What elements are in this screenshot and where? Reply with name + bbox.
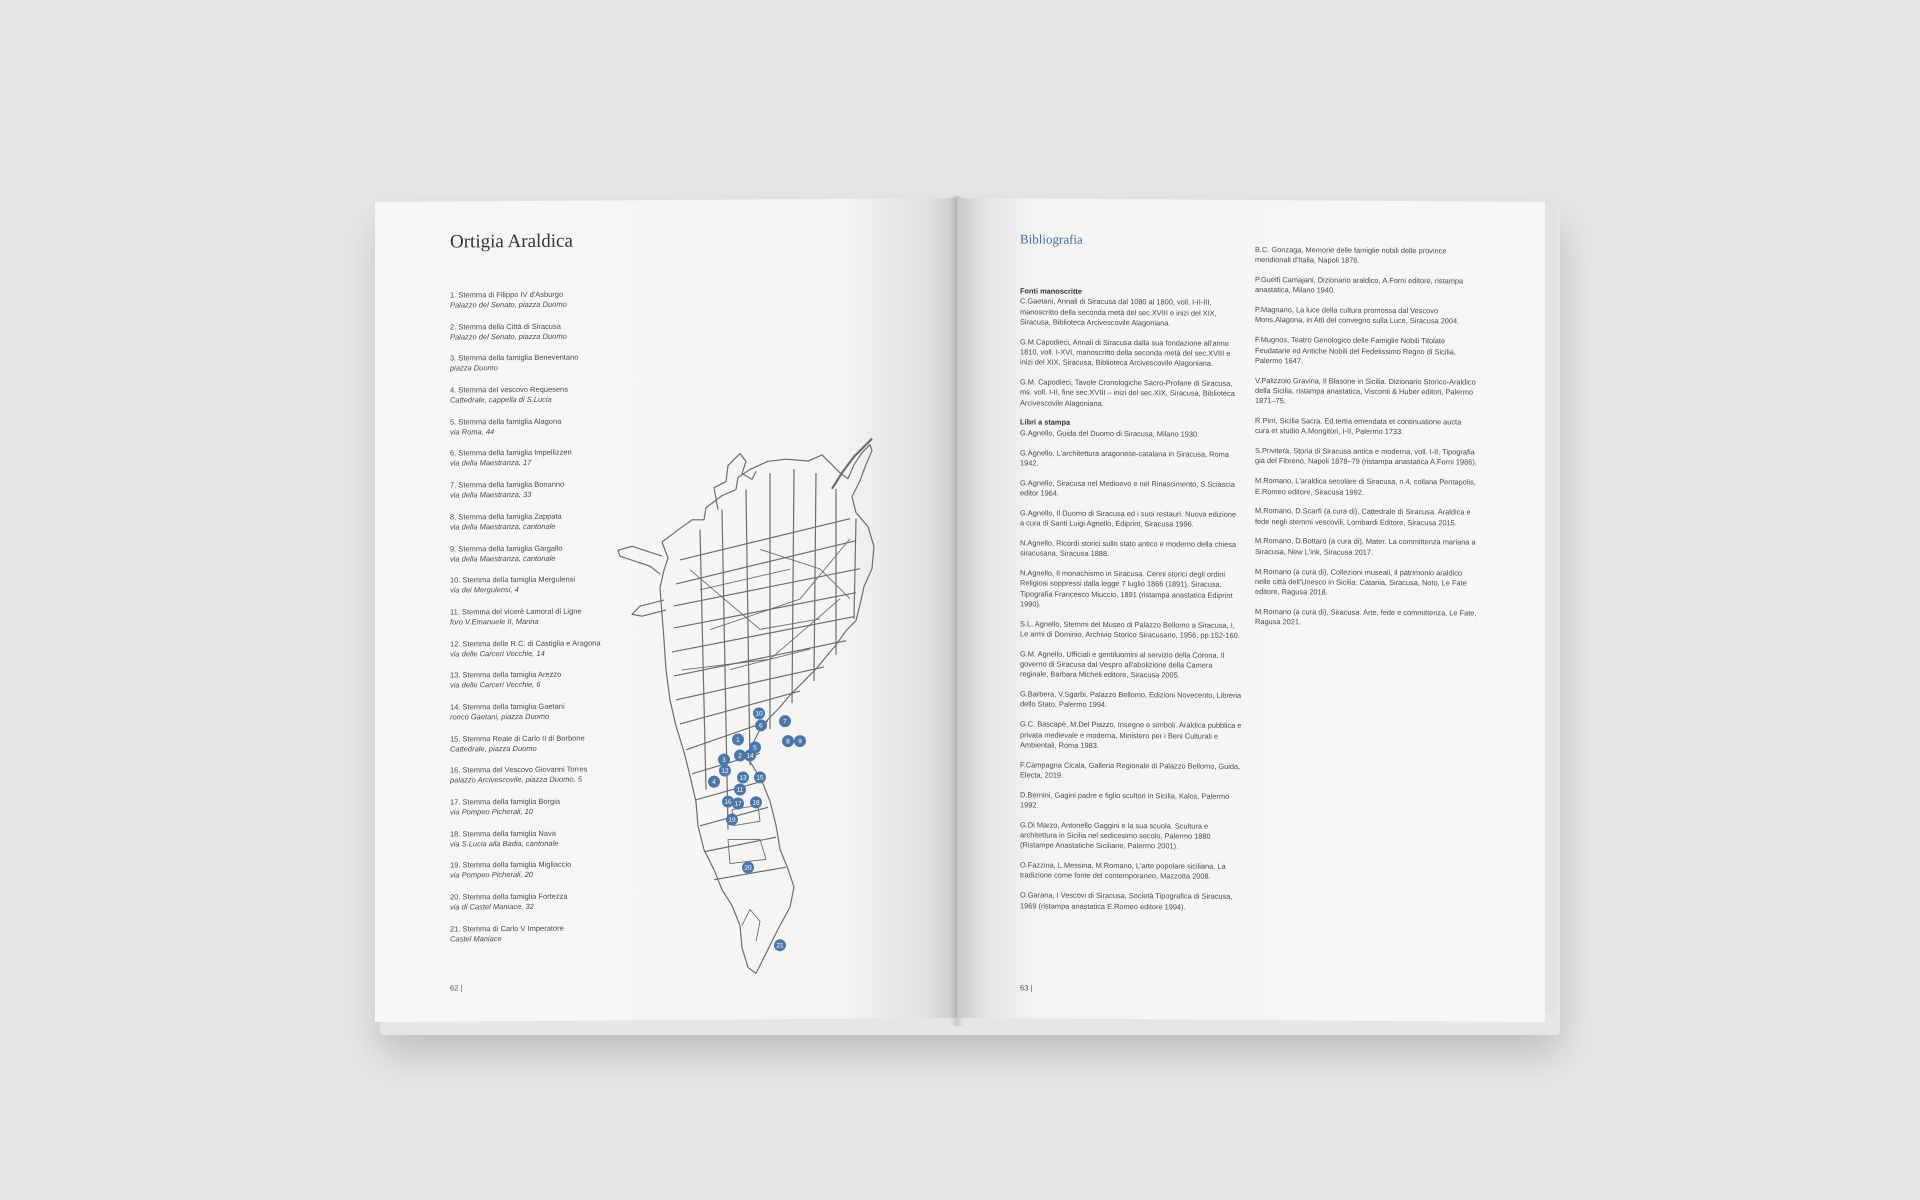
stemma-location: via di Castel Maniace, 32	[450, 901, 534, 912]
bibliography-text: D.Bernini, Gagini padre e figlio scultori in Sicilia, Kalos, Palermo 1992.	[1020, 790, 1230, 810]
page-stack-edge	[1543, 205, 1557, 1013]
bibliography-entry	[1020, 649, 1242, 681]
map-marker	[753, 707, 765, 719]
stemma-list-item	[450, 479, 620, 512]
bibliography-text: P.Guelfi Camajani, Dizionario araldico, A.Forni editore, ristampa anastatica, Milano 1940.	[1255, 275, 1464, 295]
stemma-list-item	[450, 416, 620, 449]
map-marker-label: 17	[734, 800, 742, 808]
stemma-location: via della Maestranza, 33	[450, 490, 532, 500]
stemma-name: 1. Stemma di Filippo IV d'Asburgo	[450, 289, 564, 300]
bibliography-entry	[1255, 335, 1477, 367]
stemma-location: Cattedrale, piazza Duomo	[450, 743, 537, 754]
stemma-name: 15. Stemma Reale di Carlo II di Borbone	[450, 733, 585, 744]
bibliography-entry	[1020, 619, 1242, 641]
map-marker	[774, 939, 786, 951]
stemma-name: 5. Stemma della famiglia Alagona	[450, 416, 562, 427]
stemma-location: via Roma, 44	[450, 426, 495, 437]
map-marker	[737, 771, 749, 783]
bibliography-text: F.Campagna Cicala, Galleria Regionale di Palazzo Bellomo, Guida, Electa, 2019.	[1020, 759, 1241, 780]
bibliography-text: M.Romano, L'araldica secolare di Siracusa, n.4, collana Pentapolis, E.Romeo editore, Siracusa 1992.	[1255, 476, 1476, 497]
bibliography-subheading: Libri a stampa	[1020, 417, 1071, 428]
stemma-name: 21. Stemma di Carlo V Imperatore	[450, 923, 564, 934]
map-marker	[754, 771, 766, 783]
stemma-location: piazza Duomo	[450, 363, 498, 373]
stemma-location: via della Maestranza, 17	[450, 458, 532, 468]
bibliography-text: G.Barbera, V.Sgarbi, Palazzo Bellomo, Edizioni Novecento, Libreria dello Stato, Palermo 1994.	[1020, 689, 1242, 710]
bibliography-entry	[1020, 891, 1242, 913]
stemma-name: 12. Stemma delle R.C. di Castiglia e Aragona	[450, 638, 601, 649]
bibliography-entry	[1020, 689, 1242, 711]
left-page	[375, 198, 960, 1022]
bibliography-entry	[1020, 861, 1242, 883]
bibliography-text: M.Romano (a cura di), Collezioni museali, il patrimonio araldico nelle città dell'Unesco in Sicilia: Catania, Siracusa, Noto, Le Fate editore, Ragusa 2018.	[1255, 566, 1467, 597]
stemma-location: Palazzo del Senato, piazza Duomo	[450, 331, 567, 342]
map-marker	[779, 715, 791, 727]
stemma-location: via S.Lucia alla Badia, cantonale	[450, 838, 559, 849]
stemma-location: via Pompeo Picherali, 20	[450, 870, 533, 880]
bibliography-text: V.Palizzolo Gravina, Il Blasone in Sicilia. Dizionario Storico-Araldico della Sicilia, ristampa anastatica, Visconti & Huber editori, Palermo 1871–75.	[1255, 375, 1476, 406]
map-marker	[718, 754, 730, 766]
stemma-list-item	[450, 765, 620, 798]
stemma-name: 18. Stemma della famiglia Nava	[450, 828, 556, 839]
stemma-list-item	[450, 543, 620, 576]
stemma-list-item	[450, 353, 620, 386]
bibliography-text: G.M. Capodieci, Tavole Cronologiche Sacro-Profane di Siracusa, ms. voll. I-II, fine sec.XVIII – inizi del sec.XIX, Siracusa, Biblioteca Arcivescovile Alagoniana.	[1020, 377, 1235, 408]
bibliography-column-1	[1020, 286, 1242, 922]
map-marker	[734, 783, 746, 795]
map-marker	[732, 733, 744, 745]
bibliography-text: N.Agnello, Ricordi storici sullo stato antico e moderno della chiesa siracusana, Siracusa 1888.	[1020, 538, 1237, 559]
bibliography-text: N.Agnello, Il monachismo in Siracusa. Cenni storici degli ordini Religiosi soppressi dalla legge 7 luglio 1866 (1891), Siracusa, Tipografia Francesco Miuccio, 1891 (ristampa anastatica Ediprint 1990).	[1020, 568, 1233, 609]
stemma-name: 3. Stemma della famiglia Beneventano	[450, 352, 579, 363]
map-marker-label: 10	[755, 710, 763, 718]
bibliography-text: S.L. Agnello, Stemmi del Museo di Palazzo Bellomo a Siracusa, I, Le armi di Dominio, Archivio Storico Siracusano, 1956, pp.152-160.	[1020, 619, 1240, 640]
map-marker	[726, 814, 738, 826]
bibliography-entry	[1255, 376, 1477, 408]
bibliography-text: G.Agnello, Guida del Duomo di Siracusa, Milano 1930.	[1020, 428, 1200, 439]
stemma-name: 14. Stemma della famiglia Gaetani	[450, 701, 565, 712]
stemma-list-item	[450, 733, 620, 766]
stemma-list-item	[450, 289, 620, 322]
stemma-list-item	[450, 860, 620, 893]
stemma-list-item	[450, 670, 620, 703]
bibliography-entry	[1020, 286, 1242, 329]
stemma-location: ronco Gaetani, piazza Duomo	[450, 711, 550, 722]
bibliography-entry	[1020, 418, 1242, 440]
bibliography-entry	[1255, 416, 1477, 438]
bibliography-entry	[1020, 508, 1242, 530]
map-marker	[708, 776, 720, 788]
stemma-name: 17. Stemma della famiglia Borgia	[450, 796, 561, 807]
stemma-name: 6. Stemma della famiglia Impellizzeri	[450, 448, 572, 458]
stemma-location: via della Maestranza, cantonale	[450, 553, 556, 564]
map-marker-label: 16	[724, 798, 732, 806]
stemma-name: 20. Stemma della famiglia Fortezza	[450, 891, 568, 902]
bibliography-text: M.Romano, D.Bottaro (a cura di), Mater. La committenza mariana a Siracusa, New L'ink, Siracusa 2017.	[1255, 536, 1476, 557]
map-marker	[782, 735, 794, 747]
stemma-location: palazzo Arcivescovile, piazza Duomo, 5	[450, 774, 582, 785]
stemma-location: Cattedrale, cappella di S.Lucia	[450, 394, 552, 405]
stemma-name: 13. Stemma della famiglia Arezzo	[450, 669, 562, 680]
bibliography-entry	[1255, 567, 1477, 599]
map-marker-label: 13	[739, 774, 747, 782]
map-marker-label: 2	[738, 752, 742, 760]
bibliography-entry	[1020, 760, 1242, 782]
bibliography-entry	[1255, 607, 1477, 629]
stemma-name: 8. Stemma della famiglia Zappata	[450, 511, 562, 522]
map-marker-label: 14	[746, 752, 754, 760]
map-marker-label: 11	[736, 786, 744, 794]
bibliography-text: C.Gaetani, Annali di Siracusa dal 1080 al 1800, voll. I-II-III, manoscritto della seconda metà del sec.XVIII e inizi del XIX, Siracusa, Biblioteca Arcivescovile Alagoniana.	[1020, 296, 1217, 328]
right-page	[957, 198, 1545, 1022]
stemma-name: 11. Stemma del viceré Lamoral di Ligne	[450, 606, 582, 617]
bibliography-entry	[1020, 790, 1242, 812]
bibliography-text: B.C. Gonzaga, Memorie delle famiglie nobili delle province meridionali d'Italia, Napoli 1876.	[1255, 245, 1447, 266]
stemma-list-item	[450, 606, 620, 639]
stemma-list-item	[450, 638, 620, 671]
stemma-name: 19. Stemma della famiglia Migliaccio	[450, 860, 572, 870]
stemma-list-item	[450, 384, 620, 417]
bibliography-text: G.Agnello, Il Duomo di Siracusa ed i suoi restauri. Nuova edizione a cura di Santi Luigi Agnello, Ediprint, Siracusa 1996.	[1020, 508, 1237, 529]
stemma-location: foro V.Emanuele II, Marina	[450, 616, 539, 627]
map-marker-label: 19	[728, 816, 736, 824]
stemma-location: via delle Carceri Vecchie, 6	[450, 680, 541, 690]
bibliography-entry	[1020, 448, 1242, 470]
bibliography-text: F.Mugnos, Teatro Genologico delle Famiglie Nobili Titolate Feudatarie ed Antiche Nobili del Fedelissimo Regno di Sicilia, Palermo 1647.	[1255, 335, 1456, 366]
stemma-location: via delle Carceri Vecchie, 14	[450, 648, 545, 659]
bibliography-text: O.Garana, I Vescovi di Siracusa, Società Tipografica di Siracusa, 1969 (ristampa anastatica E.Romeo editore 1994).	[1020, 890, 1233, 912]
bibliography-entry	[1255, 476, 1477, 498]
stemma-name: 2. Stemma della Città di Siracusa	[450, 321, 561, 332]
stemma-list-item	[450, 923, 620, 956]
stemma-list-item	[450, 828, 620, 861]
stemma-name: 10. Stemma della famiglia Mergulensi	[450, 574, 576, 585]
bibliography-subheading: Fonti manoscritte	[1020, 286, 1083, 296]
map-marker-label: 7	[783, 718, 787, 726]
map-marker-label: 12	[721, 767, 729, 775]
map-marker-label: 1	[736, 736, 740, 744]
map-marker-label: 15	[756, 774, 764, 782]
bibliography-text: G.M.Capodieci, Annali di Siracusa dalla sua fondazione all'anno 1810, voll. I-XVI, manoscritto della seconda metà del sec.XVIII e inizi del XIX, Siracusa, Biblioteca Arcivescovile Alagoniana.	[1020, 337, 1231, 369]
map-marker	[794, 735, 806, 747]
stemma-name: 4. Stemma del vescovo Requesens	[450, 384, 568, 395]
map-marker-label: 18	[752, 799, 760, 807]
map-marker-label: 9	[798, 738, 802, 746]
island-outline	[660, 445, 874, 974]
page-title: Ortigia Araldica	[450, 230, 573, 253]
page-number: 63 |	[1020, 983, 1033, 993]
map-marker	[742, 861, 754, 873]
bibliography-entry	[1255, 275, 1477, 297]
stemma-list-item	[450, 511, 620, 544]
map-marker-label: 5	[753, 744, 757, 752]
page-number: 62 |	[450, 983, 463, 993]
ortigia-map	[610, 369, 880, 991]
bibliography-entry	[1255, 245, 1477, 267]
bibliography-text: G.M. Agnello, Ufficiali e gentiluomini al servizio della Corona. Il governo di Siracusa dal Vespro all'abolizione della Camera reginale, Barbara Micheli editore, Siracusa 2005.	[1020, 649, 1225, 680]
bibliography-entry	[1255, 446, 1477, 468]
bibliography-entry	[1255, 305, 1477, 327]
stemma-list-item	[450, 701, 620, 734]
stemma-list-item	[450, 796, 620, 829]
stemma-location: via della Maestranza, cantonale	[450, 521, 556, 532]
stemma-name: 7. Stemma della famiglia Bonanno	[450, 479, 565, 490]
bibliography-text: G.Agnello, L'architettura aragonese-catalana in Siracusa, Roma 1942.	[1020, 447, 1229, 468]
bibliography-entry	[1020, 720, 1242, 752]
map-marker	[732, 797, 744, 809]
bibliography-text: S.Privitera, Storia di Siracusa antica e moderna, voll. I-II, Tipografia già del Fibreno, Napoli 1878–79 (ristampa anastatica A.Forni 1986).	[1255, 446, 1477, 468]
bibliography-text: G.Agnello, Siracusa nel Medioevo e nel Rinascimento, S.Sciascia editor 1964.	[1020, 478, 1235, 498]
map-marker	[755, 719, 767, 731]
stemma-list-item	[450, 321, 620, 354]
stemma-location: via dei Mergulensi, 4	[450, 585, 519, 595]
bibliography-entry	[1020, 568, 1242, 611]
map-marker	[750, 796, 762, 808]
bibliography-text: G.Di Marzo, Antonello Gaggini e la sua scuola. Scultura e architettura in Sicilia nel sedicesimo secolo, Palermo 1880 (Ristampe Anastatiche Siciliane, Palermo 2001).	[1020, 820, 1211, 851]
stemma-list-item	[450, 891, 620, 924]
stemma-list-item	[450, 575, 620, 608]
map-marker	[744, 749, 756, 761]
stemma-name: 9. Stemma della famiglia Gargallo	[450, 543, 563, 554]
stemma-location: Palazzo del Senato, piazza Duomo	[450, 299, 567, 310]
map-marker	[719, 765, 731, 777]
stemma-location: via Pompeo Picherali, 10	[450, 806, 533, 817]
bibliography-entry	[1255, 536, 1477, 558]
stemma-location: Castel Maniace	[450, 933, 502, 944]
map-marker-label: 20	[744, 864, 752, 872]
bibliography-entry	[1255, 506, 1477, 528]
bibliography-entry	[1020, 377, 1242, 409]
bibliography-text: P.Magnano, La luce della cultura promossa dal Vescovo Mons.Alagona, in Atti del convegno sulla Luce, Siracusa 2004.	[1255, 305, 1460, 326]
bibliography-text: G.C. Bascapè, M.Del Piazzo, Insegne e simboli. Araldica pubblica e privata medievale e moderna, Ministero per i Beni Culturali e Ambientali, Roma 1983.	[1020, 719, 1242, 750]
stemma-name: 16. Stemma del Vescovo Giovanni Torres	[450, 764, 588, 775]
map-marker-label: 3	[722, 756, 726, 764]
bibliography-column-2	[1255, 245, 1477, 639]
bibliography-entry	[1020, 820, 1242, 852]
map-marker	[722, 796, 734, 808]
map-marker-label: 4	[712, 778, 716, 786]
bibliography-entry	[1020, 538, 1242, 560]
bibliography-text: R.Pirri, Sicilia Sacra. Ed.tertia emendata et continuatione aucta cura et studio A.Mongitori, I-II, Palermo 1733.	[1255, 416, 1462, 437]
bibliography-text: M.Romano, D.Scarfì (a cura di), Cattedrale di Siracusa. Araldica e fede negli stemmi vescovili, Lombardi Editore, Siracusa 2015.	[1255, 506, 1471, 528]
section-title: Bibliografia	[1020, 231, 1083, 247]
map-marker-label: 8	[786, 738, 790, 746]
stemma-list-item	[450, 448, 620, 481]
map-marker-label: 6	[759, 722, 763, 730]
bibliography-text: O.Fazzina, L.Messina, M.Romano, L'arte popolare siciliana. La tradizione come fonte del contemporaneo, Mazzotta 2008.	[1020, 860, 1226, 882]
bibliography-entry	[1020, 337, 1242, 369]
bibliography-text: M.Romano (a cura di), Siracusa. Arte, fede e committenza, Le Fate, Ragusa 2021.	[1255, 606, 1477, 627]
stemma-list	[450, 289, 620, 956]
bibliography-entry	[1020, 478, 1242, 500]
map-marker-label: 21	[776, 942, 784, 950]
